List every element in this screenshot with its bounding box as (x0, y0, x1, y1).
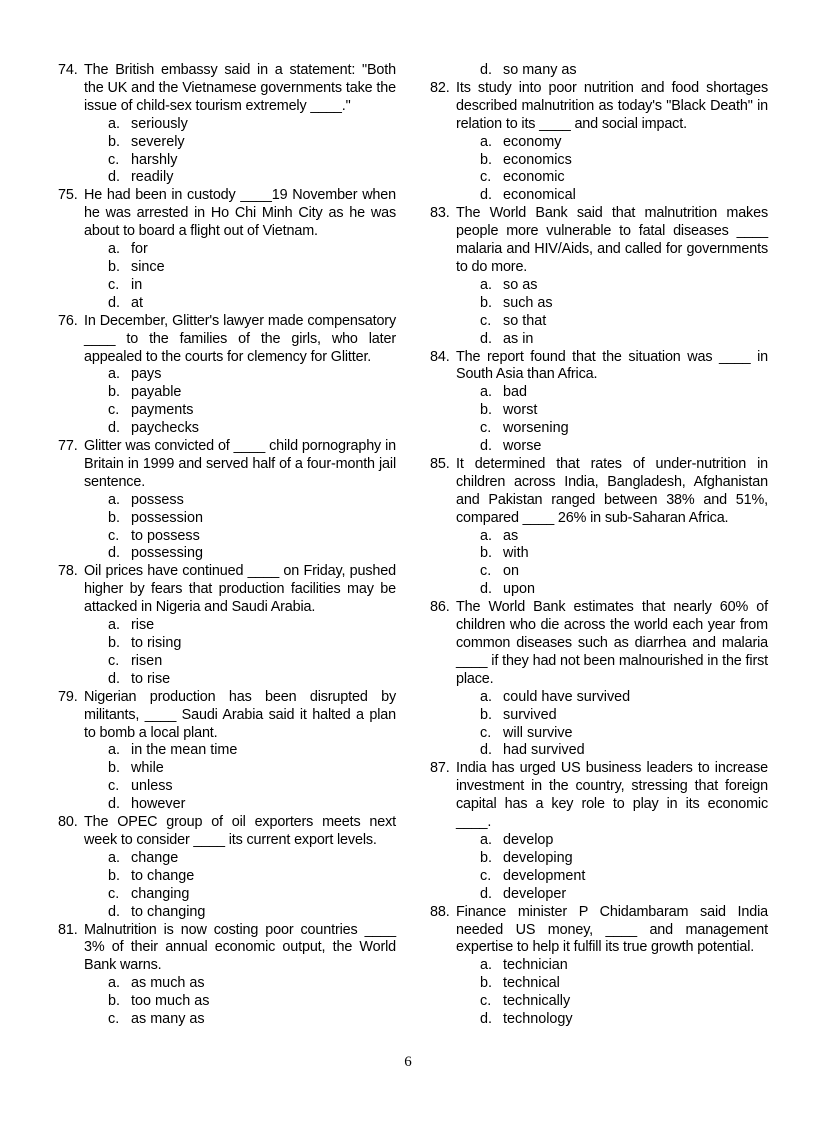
option-text: will survive (503, 724, 573, 741)
option-c (58, 1011, 396, 1029)
question-number: 84. (430, 348, 450, 365)
question-stem (58, 563, 396, 617)
option-letter: d. (108, 294, 121, 311)
option-letter: c. (108, 778, 120, 795)
option-letter: d. (480, 581, 493, 598)
option-b (430, 707, 768, 725)
option-text: economic (503, 169, 565, 186)
option-d (58, 671, 396, 689)
option-a (58, 116, 396, 134)
question-82 (430, 80, 768, 205)
question-number: 75. (58, 187, 78, 204)
question-stem (430, 349, 768, 385)
question-86 (430, 599, 768, 760)
option-a (58, 617, 396, 635)
question-87 (430, 760, 768, 903)
question-text: The OPEC group of oil exporters meets next week to consider ____ its current export levels. (84, 814, 396, 848)
option-b (58, 510, 396, 528)
option-text: worsening (503, 420, 569, 437)
option-letter: d. (108, 169, 121, 186)
option-letter: c. (108, 276, 120, 293)
question-text: Glitter was convicted of ____ child pornography in Britain in 1999 and served half of a four-month jail sentence. (84, 438, 396, 490)
question-stem (430, 904, 768, 958)
option-letter: d. (480, 330, 493, 347)
option-letter: b. (480, 975, 493, 992)
question-stem (58, 814, 396, 850)
option-text: develop (503, 831, 554, 848)
option-letter: d. (108, 545, 121, 562)
option-b (430, 295, 768, 313)
option-text: economy (503, 133, 562, 150)
option-letter: b. (108, 384, 121, 401)
question-number: 85. (430, 455, 450, 472)
option-letter: c. (108, 885, 120, 902)
question-number: 78. (58, 563, 78, 580)
right-column (430, 62, 768, 1029)
question-text: India has urged US business leaders to increase investment in the country, stressing that foreign capital has a key role to play in its economic ____. (456, 760, 768, 831)
option-a (58, 975, 396, 993)
option-list (58, 241, 396, 313)
option-letter: c. (480, 724, 492, 741)
option-a (430, 832, 768, 850)
option-a (58, 742, 396, 760)
option-text: as (503, 527, 519, 544)
option-d (58, 420, 396, 438)
option-a (430, 384, 768, 402)
option-c (430, 868, 768, 886)
option-text: as much as (131, 975, 205, 992)
option-text: bad (503, 384, 528, 401)
option-text: technically (503, 993, 571, 1010)
option-list (430, 384, 768, 456)
question-stem (430, 599, 768, 689)
option-list (58, 742, 396, 814)
option-letter: b. (480, 849, 493, 866)
option-letter: a. (480, 527, 493, 544)
option-a (430, 528, 768, 546)
question-number: 82. (430, 79, 450, 96)
option-letter: d. (480, 62, 493, 78)
option-b (58, 384, 396, 402)
option-c (58, 402, 396, 420)
option-letter: c. (480, 169, 492, 186)
option-a (430, 957, 768, 975)
question-text: The World Bank said that malnutrition makes people more vulnerable to fatal diseases ____ malaria and HIV/Aids, and called for governments to do more. (456, 205, 768, 275)
question-text: The World Bank estimates that nearly 60% of children who die across the world each year from common diseases such as diarrhea and malaria ____ if they had not been malnourished in the first place. (456, 599, 768, 687)
option-list-continued (430, 62, 768, 80)
option-d (430, 1011, 768, 1029)
option-text: for (131, 241, 148, 258)
option-list (58, 850, 396, 922)
question-text: Finance minister P Chidambaram said India needed US money, ____ and management expertise to help it fulfill its true growth potential. (456, 903, 768, 956)
option-letter: a. (480, 276, 493, 293)
option-text: unless (131, 778, 173, 795)
option-b (430, 402, 768, 420)
option-letter: c. (480, 312, 492, 329)
option-letter: a. (480, 384, 493, 401)
question-83 (430, 205, 768, 348)
option-c (58, 528, 396, 546)
option-text: to rising (131, 635, 182, 651)
option-b (430, 975, 768, 993)
option-letter: b. (108, 258, 121, 275)
option-letter: b. (480, 545, 493, 562)
option-c (58, 277, 396, 295)
option-d (430, 581, 768, 599)
option-text: since (131, 258, 165, 275)
question-number: 80. (58, 814, 78, 831)
option-a (58, 366, 396, 384)
option-letter: b. (480, 402, 493, 419)
question-stem (430, 80, 768, 134)
option-letter: b. (108, 635, 121, 651)
option-letter: a. (480, 957, 493, 974)
option-text: payable (131, 384, 182, 401)
option-letter: b. (108, 760, 121, 777)
question-88 (430, 904, 768, 1029)
option-text: too much as (131, 993, 210, 1010)
question-stem (58, 922, 396, 976)
option-b (430, 545, 768, 563)
option-text: in (131, 276, 143, 293)
option-b (58, 635, 396, 653)
option-b (58, 760, 396, 778)
option-text: as in (503, 330, 534, 347)
option-c (430, 420, 768, 438)
question-stem (58, 62, 396, 116)
option-letter: d. (480, 1011, 493, 1028)
option-list (430, 134, 768, 206)
option-b (430, 152, 768, 170)
option-list (58, 975, 396, 1029)
option-text: changing (131, 885, 190, 902)
option-letter: c. (480, 563, 492, 580)
option-letter: b. (108, 133, 121, 150)
option-text: on (503, 563, 520, 580)
option-list (58, 492, 396, 564)
option-text: possessing (131, 545, 203, 562)
option-letter: b. (108, 993, 121, 1010)
option-letter: b. (480, 706, 493, 723)
option-c (430, 725, 768, 743)
question-text: Malnutrition is now costing poor countries ____ 3% of their annual economic output, the World Bank warns. (84, 921, 396, 974)
option-list (58, 366, 396, 438)
question-78 (58, 563, 396, 688)
option-text: possession (131, 509, 203, 526)
option-b (58, 134, 396, 152)
question-text: Oil prices have continued ____ on Friday, pushed higher by fears that production facilities may be attacked in Nigeria and Saudi Arabia. (84, 563, 396, 616)
option-d (58, 295, 396, 313)
question-text: In December, Glitter's lawyer made compensatory ____ to the families of the girls, who later appealed to the courts for clemency for Glitter. (84, 312, 396, 365)
option-letter: a. (108, 975, 121, 992)
question-text: Its study into poor nutrition and food shortages described malnutrition as today's "Black Death" in relation to its ____ and social impact. (456, 79, 768, 132)
option-list (430, 528, 768, 600)
question-text: The report found that the situation was ____ in South Asia than Africa. (456, 348, 768, 383)
option-d (430, 187, 768, 205)
option-c (58, 886, 396, 904)
option-list (430, 689, 768, 761)
option-text: upon (503, 581, 536, 598)
option-text: harshly (131, 151, 178, 168)
option-text: had survived (503, 742, 585, 759)
option-d (58, 904, 396, 922)
option-letter: d. (480, 187, 493, 204)
option-text: developer (503, 885, 567, 902)
question-number: 79. (58, 688, 78, 705)
question-stem (430, 456, 768, 528)
option-text: economics (503, 151, 572, 168)
question-77 (58, 438, 396, 563)
option-text: to changing (131, 903, 206, 920)
question-80 (58, 814, 396, 921)
option-text: so as (503, 276, 538, 293)
question-number: 77. (58, 438, 78, 455)
question-stem (58, 438, 396, 492)
option-c (430, 169, 768, 187)
option-letter: a. (108, 849, 121, 866)
option-letter: a. (108, 491, 121, 508)
option-text: with (503, 545, 529, 562)
question-81 (58, 922, 396, 1029)
question-number: 74. (58, 62, 78, 78)
option-text: worse (503, 438, 542, 455)
option-text: change (131, 849, 179, 866)
option-letter: b. (108, 509, 121, 526)
option-text: development (503, 867, 586, 884)
option-letter: a. (108, 241, 121, 258)
option-letter: d. (480, 438, 493, 455)
option-letter: c. (108, 527, 120, 544)
option-text: technician (503, 957, 568, 974)
question-stem (58, 313, 396, 367)
option-text: such as (503, 294, 553, 311)
option-text: to possess (131, 527, 200, 544)
option-d (58, 169, 396, 187)
question-number: 87. (430, 760, 450, 777)
option-c (430, 993, 768, 1011)
option-list (430, 957, 768, 1029)
option-text: worst (503, 402, 538, 419)
option-letter: b. (480, 294, 493, 311)
option-b (58, 868, 396, 886)
option-letter: a. (480, 133, 493, 150)
option-text: to change (131, 867, 195, 884)
option-letter: a. (108, 617, 121, 634)
option-letter: b. (480, 151, 493, 168)
option-c (430, 313, 768, 331)
question-stem (430, 205, 768, 277)
option-letter: c. (480, 993, 492, 1010)
option-text: survived (503, 706, 557, 723)
option-a (58, 850, 396, 868)
option-text: possess (131, 491, 184, 508)
option-text: developing (503, 849, 573, 866)
question-stem (58, 689, 396, 743)
option-a (430, 134, 768, 152)
option-c (58, 152, 396, 170)
option-list (430, 832, 768, 904)
option-letter: d. (480, 742, 493, 759)
option-letter: d. (480, 885, 493, 902)
question-79 (58, 689, 396, 814)
question-75 (58, 187, 396, 312)
option-text: at (131, 294, 144, 311)
question-74 (58, 62, 396, 187)
option-letter: a. (108, 366, 121, 383)
option-a (58, 241, 396, 259)
question-number: 83. (430, 205, 450, 222)
option-text: severely (131, 133, 185, 150)
question-85 (430, 456, 768, 599)
option-text: so many as (503, 62, 577, 78)
option-text: technology (503, 1011, 573, 1028)
option-letter: c. (480, 420, 492, 437)
option-letter: a. (108, 115, 121, 132)
option-letter: a. (480, 688, 493, 705)
option-letter: c. (108, 1011, 120, 1028)
option-d (58, 545, 396, 563)
option-list (58, 617, 396, 689)
option-c (58, 778, 396, 796)
option-text: economical (503, 187, 576, 204)
option-text: as many as (131, 1011, 205, 1028)
question-76 (58, 313, 396, 438)
option-a (430, 277, 768, 295)
option-d (430, 742, 768, 760)
option-d (430, 62, 768, 80)
option-letter: a. (480, 831, 493, 848)
question-text: He had been in custody ____19 November when he was arrested in Ho Chi Minh City as he was about to board a flight out of Vietnam. (84, 187, 396, 240)
option-a (58, 492, 396, 510)
option-letter: d. (108, 670, 121, 687)
option-d (58, 796, 396, 814)
option-text: however (131, 796, 186, 813)
option-list (430, 277, 768, 349)
question-text: It determined that rates of under-nutrition in children across India, Bangladesh, Afghanistan and Pakistan ranged between 38% and 51%, compared ____ 26% in sub-Saharan Africa. (456, 455, 768, 526)
option-letter: b. (108, 867, 121, 884)
option-c (430, 563, 768, 581)
question-stem (430, 760, 768, 832)
option-letter: c. (108, 402, 120, 419)
option-a (430, 689, 768, 707)
option-text: risen (131, 652, 163, 669)
option-text: pays (131, 366, 162, 383)
question-stem (58, 187, 396, 241)
option-text: seriously (131, 115, 188, 132)
option-text: could have survived (503, 688, 631, 705)
option-d (430, 438, 768, 456)
option-letter: c. (108, 652, 120, 669)
page-number: 6 (404, 1054, 412, 1070)
option-list (58, 116, 396, 188)
option-text: rise (131, 617, 155, 634)
option-text: paychecks (131, 420, 199, 437)
question-text: Nigerian production has been disrupted by militants, ____ Saudi Arabia said it halted a plan to bomb a local plant. (84, 688, 396, 741)
option-letter: c. (108, 151, 120, 168)
option-d (430, 886, 768, 904)
question-number: 81. (58, 921, 78, 938)
option-text: readily (131, 169, 174, 186)
question-text: The British embassy said in a statement: "Both the UK and the Vietnamese governments take the issue of child-sex tourism extremely ____." (84, 62, 396, 114)
option-d (430, 331, 768, 349)
option-c (58, 653, 396, 671)
question-number: 88. (430, 903, 450, 920)
option-b (430, 850, 768, 868)
option-letter: d. (108, 796, 121, 813)
option-letter: c. (480, 867, 492, 884)
option-b (58, 259, 396, 277)
option-text: while (131, 760, 164, 777)
question-number: 76. (58, 312, 78, 329)
option-text: technical (503, 975, 560, 992)
option-letter: d. (108, 420, 121, 437)
option-letter: d. (108, 903, 121, 920)
question-84 (430, 349, 768, 456)
option-text: to rise (131, 670, 171, 687)
option-text: in the mean time (131, 742, 238, 759)
option-text: so that (503, 312, 547, 329)
question-number: 86. (430, 599, 450, 616)
option-text: payments (131, 402, 194, 419)
option-b (58, 993, 396, 1011)
option-letter: a. (108, 742, 121, 759)
left-column (58, 62, 396, 1029)
